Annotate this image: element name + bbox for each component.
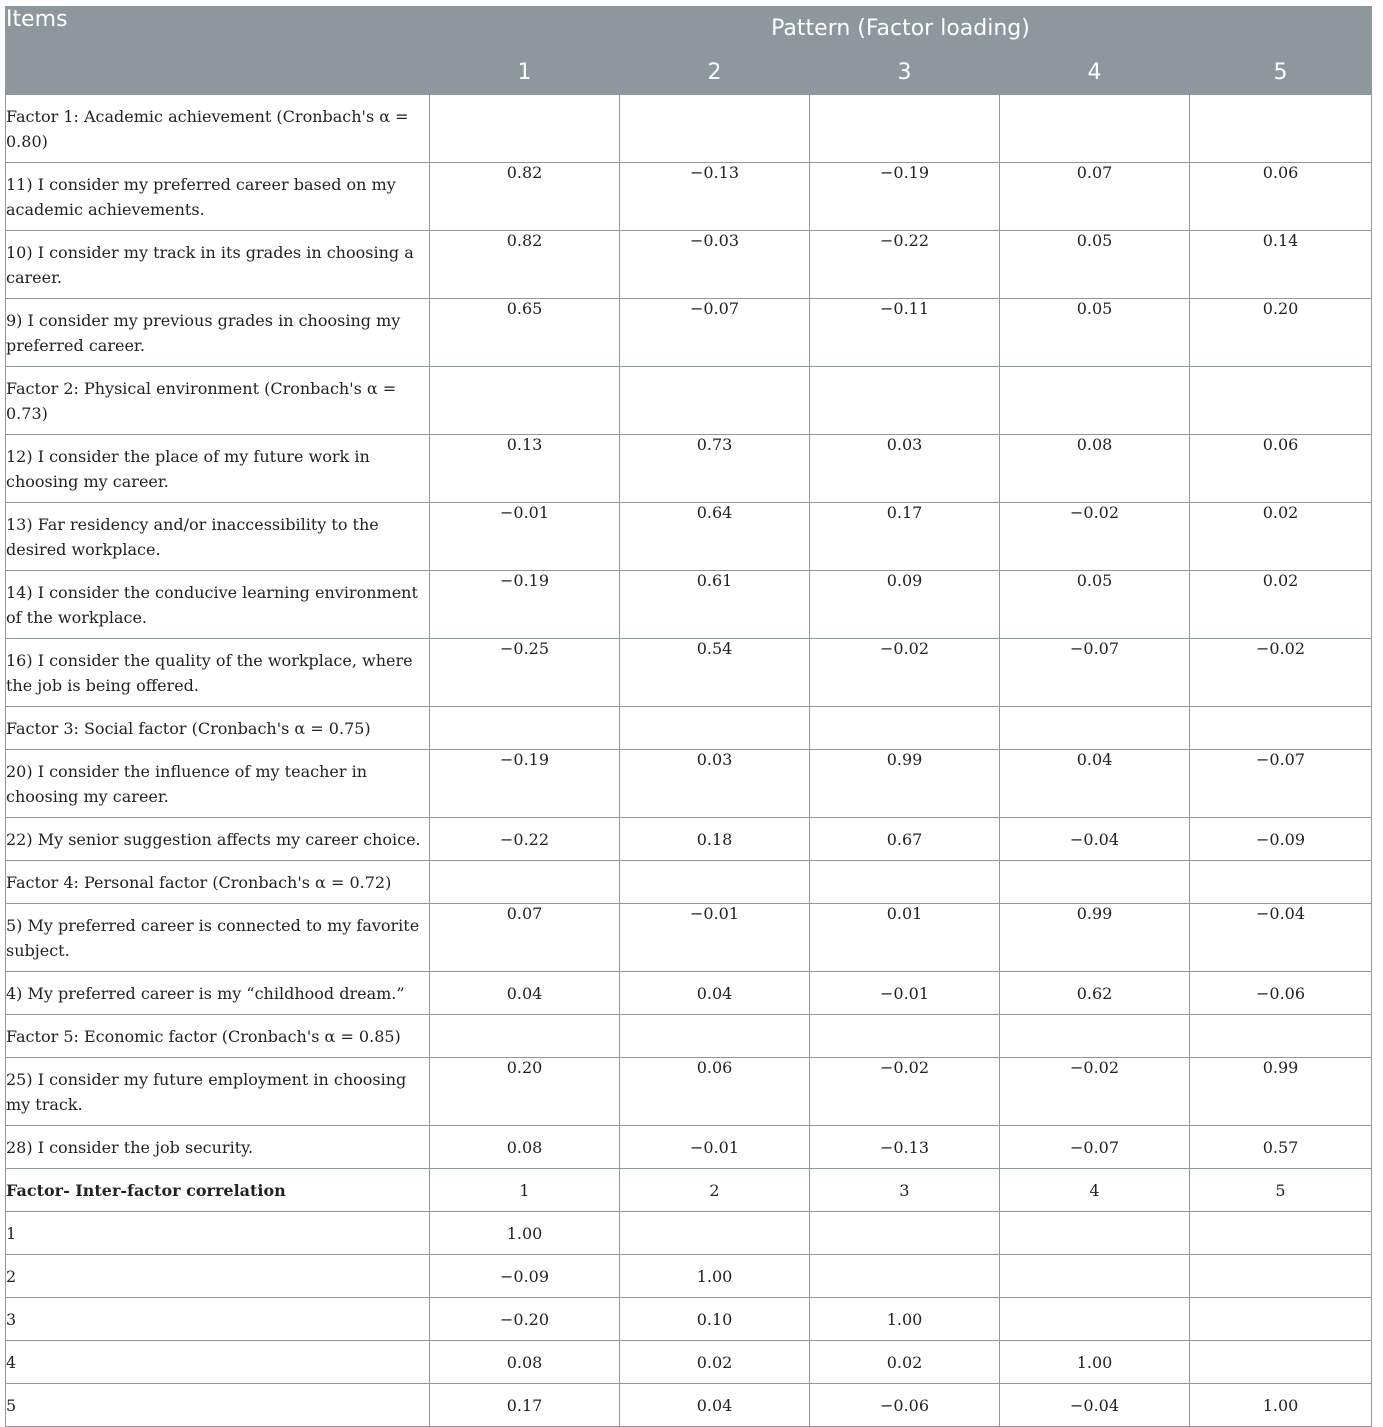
loading-cell [1190, 367, 1372, 435]
loading-cell: 0.18 [620, 818, 810, 861]
table-row [6, 818, 1372, 861]
loading-cell: 0.08 [430, 1341, 620, 1384]
loading-cell: −0.04 [1190, 904, 1372, 972]
loading-cell [810, 707, 1000, 750]
loading-cell: −0.01 [620, 904, 810, 972]
loading-cell: −0.01 [620, 1126, 810, 1169]
factor-section-label: Factor 5: Economic factor (Cronbach's α = 0.85) [6, 1015, 430, 1058]
loading-cell: 0.73 [620, 435, 810, 503]
item-label: 4) My preferred career is my “childhood dream.” [6, 972, 430, 1015]
loading-cell: 0.82 [430, 163, 620, 231]
loading-cell: 0.99 [1000, 904, 1190, 972]
loading-cell [430, 1015, 620, 1058]
loading-cell [1000, 1255, 1190, 1298]
loading-cell: −0.13 [620, 163, 810, 231]
loading-cell [810, 1212, 1000, 1255]
loading-cell: 0.61 [620, 571, 810, 639]
loading-cell: 0.02 [620, 1341, 810, 1384]
table-row [6, 299, 1372, 367]
loading-cell: 0.09 [810, 571, 1000, 639]
loading-cell [1000, 861, 1190, 904]
item-label: 16) I consider the quality of the workplace, where the job is being offered. [6, 639, 430, 707]
loading-cell: −0.02 [810, 639, 1000, 707]
factor-section-row [6, 95, 1372, 163]
loading-cell: 0.03 [620, 750, 810, 818]
loading-cell: −0.02 [1190, 639, 1372, 707]
loading-cell [430, 367, 620, 435]
loading-cell: 0.02 [1190, 503, 1372, 571]
loading-cell [620, 861, 810, 904]
loading-cell [620, 707, 810, 750]
item-label: 28) I consider the job security. [6, 1126, 430, 1169]
loading-cell: 0.57 [1190, 1126, 1372, 1169]
loading-cell: 0.08 [1000, 435, 1190, 503]
loading-cell: −0.04 [1000, 818, 1190, 861]
loading-cell: 0.04 [430, 972, 620, 1015]
loading-cell: 0.17 [430, 1384, 620, 1427]
loading-cell: 4 [1000, 1169, 1190, 1212]
loading-cell: −0.02 [1000, 503, 1190, 571]
item-label: 5) My preferred career is connected to my favorite subject. [6, 904, 430, 972]
item-label: 13) Far residency and/or inaccessibility to the desired workplace. [6, 503, 430, 571]
loading-cell: 5 [1190, 1169, 1372, 1212]
item-label: 3 [6, 1298, 430, 1341]
items-header: Items [6, 7, 430, 95]
loading-cell [1190, 707, 1372, 750]
loading-cell: −0.02 [810, 1058, 1000, 1126]
loading-cell [1000, 1212, 1190, 1255]
factor-section-label: Factor 4: Personal factor (Cronbach's α = 0.72) [6, 861, 430, 904]
loading-cell [1190, 1015, 1372, 1058]
pattern-header: Pattern (Factor loading) [430, 7, 1372, 51]
loading-cell [1000, 1298, 1190, 1341]
item-label: 22) My senior suggestion affects my career choice. [6, 818, 430, 861]
loading-cell: 0.05 [1000, 231, 1190, 299]
loading-cell [1190, 1255, 1372, 1298]
table-row [6, 750, 1372, 818]
table-row [6, 1341, 1372, 1384]
item-label: Factor- Inter-factor correlation [6, 1169, 430, 1212]
factor-section-row [6, 861, 1372, 904]
loading-cell: 0.05 [1000, 299, 1190, 367]
loading-cell: −0.11 [810, 299, 1000, 367]
loading-cell: −0.07 [1000, 639, 1190, 707]
loading-cell: 0.06 [1190, 163, 1372, 231]
loading-cell: 1.00 [430, 1212, 620, 1255]
loading-cell: 0.06 [620, 1058, 810, 1126]
loading-cell: −0.09 [1190, 818, 1372, 861]
table-row [6, 1126, 1372, 1169]
table-row [6, 1058, 1372, 1126]
loading-cell: 0.07 [1000, 163, 1190, 231]
item-label: 20) I consider the influence of my teacher in choosing my career. [6, 750, 430, 818]
loading-cell: 1 [430, 1169, 620, 1212]
table-row [6, 1212, 1372, 1255]
item-label: 11) I consider my preferred career based on my academic achievements. [6, 163, 430, 231]
loading-cell: 0.04 [1000, 750, 1190, 818]
table-row [6, 972, 1372, 1015]
loading-cell [810, 1255, 1000, 1298]
loading-cell [810, 861, 1000, 904]
item-label: 2 [6, 1255, 430, 1298]
loading-cell [1000, 367, 1190, 435]
loading-cell [620, 367, 810, 435]
table-body [6, 95, 1372, 1427]
table-row [6, 231, 1372, 299]
loading-cell: −0.19 [430, 571, 620, 639]
loading-cell: −0.07 [1190, 750, 1372, 818]
loading-cell: 0.05 [1000, 571, 1190, 639]
loading-cell: −0.02 [1000, 1058, 1190, 1126]
loading-cell: 0.65 [430, 299, 620, 367]
item-label: 25) I consider my future employment in choosing my track. [6, 1058, 430, 1126]
loading-cell: 0.20 [1190, 299, 1372, 367]
loading-cell: −0.20 [430, 1298, 620, 1341]
factor-column-header: 1 [430, 51, 620, 95]
loading-cell: −0.19 [430, 750, 620, 818]
table-row [6, 1298, 1372, 1341]
loading-cell [1190, 1212, 1372, 1255]
loading-cell: −0.07 [620, 299, 810, 367]
loading-cell: −0.13 [810, 1126, 1000, 1169]
loading-cell: −0.09 [430, 1255, 620, 1298]
factor-section-row [6, 367, 1372, 435]
loading-cell: 0.08 [430, 1126, 620, 1169]
item-label: 10) I consider my track in its grades in choosing a career. [6, 231, 430, 299]
factor-column-header: 4 [1000, 51, 1190, 95]
loading-cell: 0.14 [1190, 231, 1372, 299]
loading-cell: −0.07 [1000, 1126, 1190, 1169]
table-header [6, 7, 1372, 95]
factor-section-row [6, 1015, 1372, 1058]
table-row [6, 1255, 1372, 1298]
table-row [6, 639, 1372, 707]
loading-cell: 0.13 [430, 435, 620, 503]
loading-cell [430, 707, 620, 750]
loading-cell: 0.07 [430, 904, 620, 972]
loading-cell: 0.64 [620, 503, 810, 571]
loading-cell: −0.19 [810, 163, 1000, 231]
loading-cell: −0.04 [1000, 1384, 1190, 1427]
loading-cell: 0.10 [620, 1298, 810, 1341]
loading-cell [810, 95, 1000, 163]
loading-cell: 0.20 [430, 1058, 620, 1126]
item-label: 12) I consider the place of my future work in choosing my career. [6, 435, 430, 503]
factor-column-header: 2 [620, 51, 810, 95]
loading-cell [1000, 707, 1190, 750]
loading-cell [620, 95, 810, 163]
loading-cell: −0.22 [430, 818, 620, 861]
loading-cell [810, 367, 1000, 435]
loading-cell: −0.03 [620, 231, 810, 299]
item-label: 5 [6, 1384, 430, 1427]
loading-cell [1000, 1015, 1190, 1058]
loading-cell: 0.62 [1000, 972, 1190, 1015]
loading-cell [620, 1212, 810, 1255]
item-label: 9) I consider my previous grades in choosing my preferred career. [6, 299, 430, 367]
factor-section-label: Factor 2: Physical environment (Cronbach's α = 0.73) [6, 367, 430, 435]
loading-cell [1190, 861, 1372, 904]
loading-cell: 0.82 [430, 231, 620, 299]
table-row [6, 163, 1372, 231]
loading-cell [810, 1015, 1000, 1058]
loading-cell: −0.06 [1190, 972, 1372, 1015]
loading-cell: 0.06 [1190, 435, 1372, 503]
loading-cell: 1.00 [620, 1255, 810, 1298]
loading-cell: 0.54 [620, 639, 810, 707]
loading-cell: −0.01 [430, 503, 620, 571]
loading-cell: 0.02 [810, 1341, 1000, 1384]
table-row [6, 503, 1372, 571]
loading-cell [1190, 1298, 1372, 1341]
loading-cell: 0.67 [810, 818, 1000, 861]
loading-cell: −0.06 [810, 1384, 1000, 1427]
loading-cell [620, 1015, 810, 1058]
loading-cell: 0.01 [810, 904, 1000, 972]
loading-cell: 0.04 [620, 1384, 810, 1427]
loading-cell: 2 [620, 1169, 810, 1212]
loading-cell: −0.25 [430, 639, 620, 707]
table-row [6, 435, 1372, 503]
factor-loading-table [5, 6, 1372, 1427]
factor-section-label: Factor 3: Social factor (Cronbach's α = 0.75) [6, 707, 430, 750]
loading-cell: 0.99 [1190, 1058, 1372, 1126]
loading-cell [430, 861, 620, 904]
loading-cell: 0.03 [810, 435, 1000, 503]
loading-cell: 0.17 [810, 503, 1000, 571]
factor-column-header: 5 [1190, 51, 1372, 95]
loading-cell [430, 95, 620, 163]
loading-cell: 1.00 [1190, 1384, 1372, 1427]
table-row [6, 1169, 1372, 1212]
loading-cell: 0.04 [620, 972, 810, 1015]
loading-cell: 3 [810, 1169, 1000, 1212]
loading-cell [1190, 1341, 1372, 1384]
loading-cell [1000, 95, 1190, 163]
loading-cell [1190, 95, 1372, 163]
factor-column-header: 3 [810, 51, 1000, 95]
loading-cell: −0.22 [810, 231, 1000, 299]
table-row [6, 571, 1372, 639]
item-label: 4 [6, 1341, 430, 1384]
factor-section-row [6, 707, 1372, 750]
loading-cell: 1.00 [810, 1298, 1000, 1341]
loading-cell: 1.00 [1000, 1341, 1190, 1384]
loading-cell: 0.99 [810, 750, 1000, 818]
loading-cell: 0.02 [1190, 571, 1372, 639]
loading-cell: −0.01 [810, 972, 1000, 1015]
factor-section-label: Factor 1: Academic achievement (Cronbach's α = 0.80) [6, 95, 430, 163]
table-row [6, 1384, 1372, 1427]
item-label: 14) I consider the conducive learning environment of the workplace. [6, 571, 430, 639]
item-label: 1 [6, 1212, 430, 1255]
table-row [6, 904, 1372, 972]
